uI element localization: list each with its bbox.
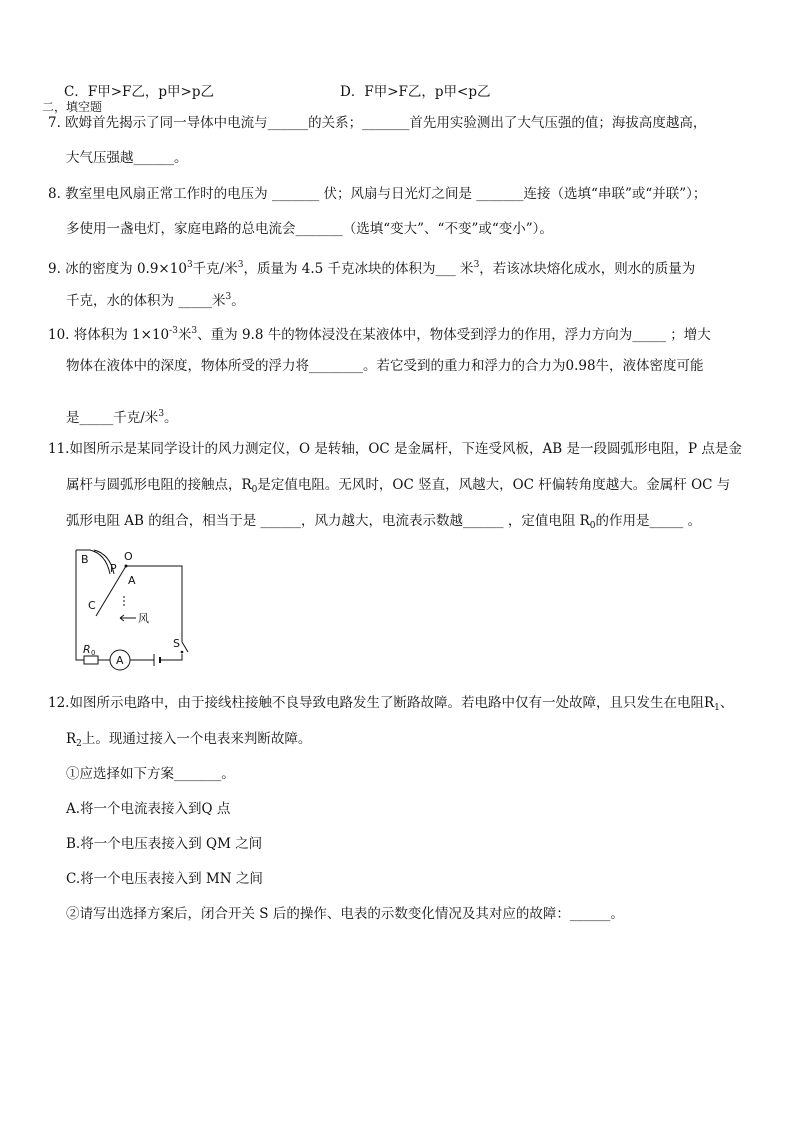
q8-line1: 8. 教室里电风扇正常工作时的电压为 _______ 伏；风扇与日光灯之间是 _______连接（选填“串联”或“并联”）；	[48, 186, 707, 202]
q12-line2-b: 上。现通过接入一个电表来判断故障。	[81, 731, 312, 747]
q11-line3-b: 的作用是_____ 。	[595, 513, 702, 529]
wind-meter-circuit-figure	[66, 546, 190, 672]
label-s: S	[173, 637, 180, 650]
label-ammeter: A	[116, 654, 124, 667]
q10-text-a: 10. 将体积为 1×10	[48, 327, 170, 343]
q12-option-a: A.将一个电流表接入到Q 点	[66, 801, 231, 817]
q10-sup-1: -3	[169, 326, 178, 336]
resistor-r0	[84, 656, 98, 664]
q9-text-b: 千克/米	[192, 261, 238, 277]
q9-sup-1: 3	[186, 260, 193, 270]
q11-line3	[66, 512, 701, 535]
q12-line2-a: R	[66, 731, 77, 747]
q12-line1-b: 、	[719, 695, 734, 711]
q10-line3-sup: 3	[158, 409, 165, 419]
label-p: P	[110, 562, 117, 575]
q9-text-a: 9. 冰的密度为 0.9×10	[48, 261, 187, 277]
wind-arrow	[120, 615, 136, 621]
q11-line2-sub: 0	[251, 485, 258, 495]
label-r: R	[83, 643, 91, 656]
switch-contact	[181, 651, 184, 654]
q7-line1: 7. 欧姆首先揭示了同一导体中电流与______的关系；_______首先用实验测出了大气压强的值；海拔高度越高，	[48, 115, 707, 131]
q11-line2-a: 属杆与圆弧形电阻的接触点，R	[66, 477, 252, 493]
q12-line1-a: 12.如图所示电路中，由于接线柱接触不良导致电路发生了断路故障。若电路中仅有一处故障，且只发生在电阻R	[48, 695, 715, 711]
label-r-sub: 0	[91, 649, 96, 657]
q12-line2	[66, 730, 311, 753]
q12-option-c: C.将一个电压表接入到 MN 之间	[66, 871, 263, 887]
q10-text-b: 米	[177, 327, 192, 343]
q9-line1	[48, 256, 695, 278]
q12-part2: ②请写出选择方案后，闭合开关 S 后的操作、电表的示数变化情况及其对应的故障：______。	[66, 906, 624, 922]
q11-line1: 11.如图所示是某同学设计的风力测定仪，O 是转轴，OC 是金属杆，下连受风板，AB 是一段圆弧形电阻，P 点是金	[48, 441, 742, 457]
label-c: C	[88, 599, 96, 612]
q9-text-d: ，若该冰块熔化成水，则水的质量为	[479, 261, 696, 277]
q10-line2: 物体在液体中的深度，物体所受的浮力将________。若它受到的重力和浮力的合力为0.98牛，液体密度可能	[66, 358, 704, 374]
q11-line3-sub: 0	[589, 521, 596, 531]
arc-resistor-outer	[90, 550, 110, 574]
q12-part1: ①应选择如下方案_______。	[66, 766, 235, 782]
q10-text-c: 、重为 9.8 牛的物体浸没在某液体中，物体受到浮力的作用，浮力方向为_____ ；增大	[197, 327, 711, 343]
q12-line1-sub: 1	[714, 703, 720, 713]
q12-line1	[48, 694, 733, 717]
q12-line2-sub: 2	[76, 739, 82, 749]
label-b: B	[81, 553, 89, 566]
label-a: A	[128, 574, 136, 587]
q9-sup-2: 3	[237, 260, 244, 270]
q11-line3-a: 弧形电阻 AB 的组合，相当于是 ______，风力越大，电流表示数越______ ，定值电阻 R	[66, 513, 590, 529]
option-d: D．F甲>F乙，p甲<p乙	[340, 84, 491, 100]
wire-bottom-3	[160, 654, 182, 660]
q10-line3-a: 是_____千克/米	[66, 410, 159, 426]
q9-line2	[66, 288, 245, 310]
q10-line3	[66, 405, 178, 427]
label-o: O	[124, 550, 133, 563]
q10-sup-2: 3	[191, 326, 198, 336]
section-title: 二，填空题	[42, 100, 103, 114]
q10-line3-b: 。	[164, 410, 178, 426]
q11-line2-b: 是定值电阻。无风时，OC 竖直，风越大，OC 杆偏转角度越大。金属杆 OC 与	[257, 477, 731, 493]
switch-s	[182, 642, 188, 652]
q11-line2	[66, 476, 730, 499]
q9-sup-3: 3	[473, 260, 480, 270]
q7-line2: 大气压强越______。	[66, 150, 188, 166]
option-c: C．F甲>F乙，p甲>p乙	[64, 84, 214, 100]
q9-text-c: ，质量为 4.5 千克冰块的体积为___ 米	[243, 261, 474, 277]
q8-line2: 多使用一盏电灯，家庭电路的总电流会_______（选填“变大”、“不变”或“变小”）。	[66, 221, 553, 237]
q10-line1	[48, 322, 711, 344]
label-wind: 风	[138, 612, 149, 625]
circuit-diagram	[66, 546, 190, 672]
q12-option-b: B.将一个电压表接入到 QM 之间	[66, 836, 263, 852]
q9-line2-sup: 3	[225, 292, 232, 302]
q9-line2-a: 千克，水的体积为 _____米	[66, 293, 226, 309]
q9-line2-b: 。	[231, 293, 245, 309]
